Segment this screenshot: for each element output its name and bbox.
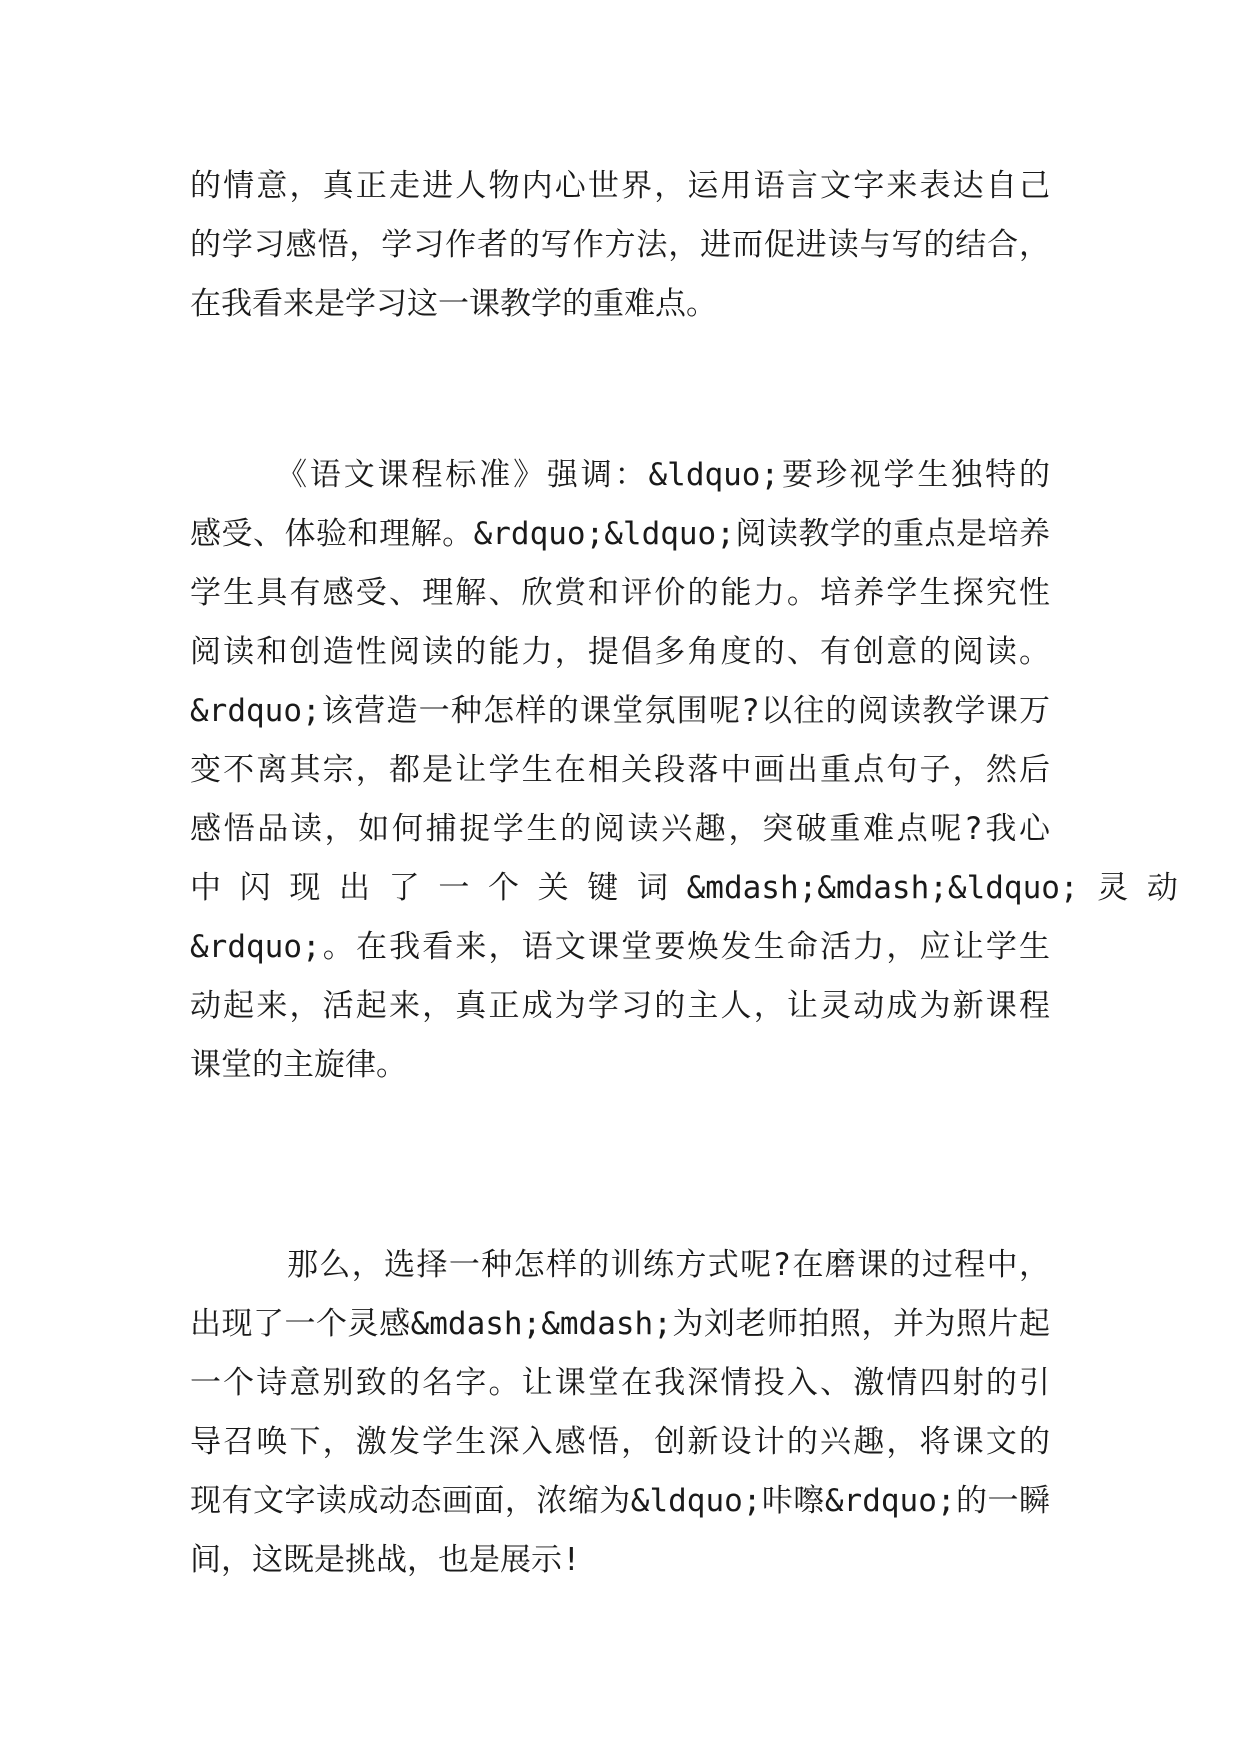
text-line: 变不离其宗，都是让学生在相关段落中画出重点句子，然后: [190, 752, 1050, 788]
text-line: 感悟品读，如何捕捉学生的阅读兴趣，突破重难点呢?我心: [190, 811, 1050, 847]
text-line: 出现了一个灵感&mdash;&mdash;为刘老师拍照，并为照片起: [190, 1306, 1050, 1342]
text-line: 动起来，活起来，真正成为学习的主人，让灵动成为新课程: [190, 988, 1050, 1024]
text-line: 的学习感悟，学习作者的写作方法，进而促进读与写的结合，: [190, 227, 1050, 263]
text-line: 的情意，真正走进人物内心世界，运用语言文字来表达自己: [190, 168, 1050, 204]
text-line: 现有文字读成动态画面，浓缩为&ldquo;咔嚓&rdquo;的一瞬: [190, 1483, 1050, 1519]
text-line: 感受、体验和理解。&rdquo;&ldquo;阅读教学的重点是培养: [190, 516, 1050, 552]
text-line: 一个诗意别致的名字。让课堂在我深情投入、激情四射的引: [190, 1365, 1050, 1401]
text-line: 学生具有感受、理解、欣赏和评价的能力。培养学生探究性: [190, 575, 1050, 611]
text-line: &rdquo;该营造一种怎样的课堂氛围呢?以往的阅读教学课万: [190, 693, 1050, 729]
text-line: 阅读和创造性阅读的能力，提倡多角度的、有创意的阅读。: [190, 634, 1050, 670]
text-line: 《语文课程标准》强调：&ldquo;要珍视学生独特的: [190, 457, 1050, 493]
text-line: 间，这既是挑战，也是展示!: [190, 1542, 581, 1578]
text-line: 中 闪 现 出 了 一 个 关 键 词 &mdash;&mdash;&ldquo; 灵 动: [190, 870, 1178, 906]
paragraph-1: [190, 157, 1050, 334]
text-line: 课堂的主旋律。: [190, 1047, 407, 1083]
text-line: 那么，选择一种怎样的训练方式呢?在磨课的过程中，: [190, 1247, 1050, 1283]
paragraph-2: [190, 446, 1178, 1095]
text-line: &rdquo;。在我看来，语文课堂要焕发生命活力，应让学生: [190, 929, 1050, 965]
text-line: 在我看来是学习这一课教学的重难点。: [190, 286, 717, 322]
paragraph-3: [190, 1236, 1050, 1590]
text-line: 导召唤下，激发学生深入感悟，创新设计的兴趣，将课文的: [190, 1424, 1050, 1460]
